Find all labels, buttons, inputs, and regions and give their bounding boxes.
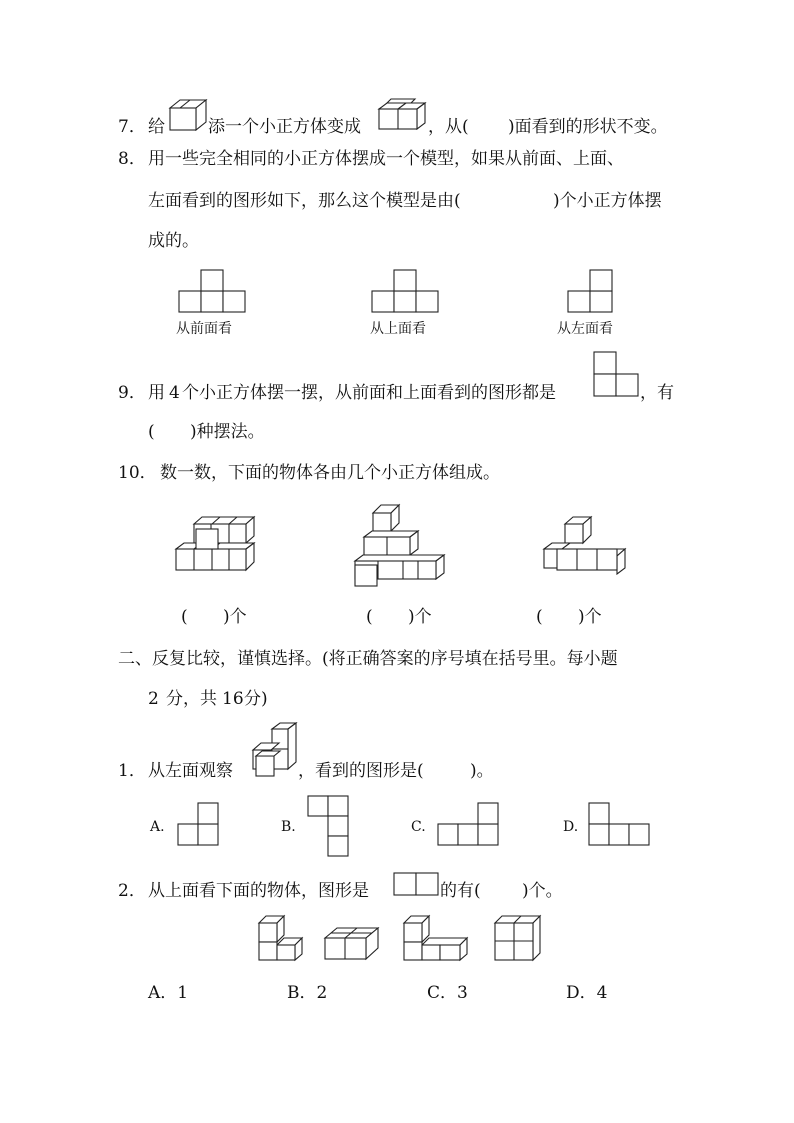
q7-number: 7． xyxy=(118,117,146,137)
q10-number: 10． xyxy=(118,463,157,483)
q8-line3: 成的。 xyxy=(148,231,199,251)
s2q1-text-a: 从左面观察 xyxy=(148,761,233,781)
s2q1-object xyxy=(252,722,298,778)
q10-blank-1-open: ( xyxy=(181,607,188,627)
s2q2-number: 2． xyxy=(118,881,146,901)
q10-text: 数一数，下面的物体各由几个小正方体组成。 xyxy=(160,463,500,483)
q8-left-view xyxy=(567,269,613,313)
q9-shape-figure xyxy=(593,351,639,397)
q8-number: 8． xyxy=(118,149,146,169)
q9-line1b: 个小正方体摆一摆，从前面和上面看到的图形都是 xyxy=(182,383,556,403)
q10-object-3 xyxy=(543,516,627,572)
q7-text-b: 添一个小正方体变成 xyxy=(208,117,361,137)
q10-blank-1-close: )个 xyxy=(223,607,247,627)
s2q1-option-b-label[interactable]: B. xyxy=(281,819,296,835)
q8-line2b: )个小正方体摆 xyxy=(553,191,662,211)
q10-blank-3-close: )个 xyxy=(578,607,602,627)
q10-blank-2-close: )个 xyxy=(408,607,432,627)
s2q2-text-a: 从上面看下面的物体，图形是 xyxy=(148,881,369,901)
section2-line2b: 分，共 xyxy=(166,689,217,709)
s2q2-option-b[interactable]: B．2 xyxy=(287,983,328,1003)
s2q1-text-c: )。 xyxy=(470,761,494,781)
s2q1-number: 1． xyxy=(118,761,146,781)
q7-text-c: ，从( xyxy=(428,117,469,137)
q8-front-view xyxy=(178,269,246,313)
q9-line1c: ，有 xyxy=(640,383,674,403)
s2q1-text-b: ，看到的图形是( xyxy=(298,761,424,781)
s2q2-shape-figure xyxy=(393,872,439,896)
q8-line2a: 左面看到的图形如下，那么这个模型是由( xyxy=(148,191,461,211)
s2q1-option-d-label[interactable]: D. xyxy=(563,819,579,835)
s2q1-option-d-figure[interactable] xyxy=(588,802,650,846)
q10-blank-2-open: ( xyxy=(366,607,373,627)
q10-object-1 xyxy=(175,516,257,572)
s2q2-object-2 xyxy=(324,926,380,962)
q10-blank-3-open: ( xyxy=(536,607,543,627)
q8-caption-front: 从前面看 xyxy=(176,321,232,337)
q9-line1a: 用 xyxy=(148,383,165,403)
section2-line2d: 分) xyxy=(244,689,268,709)
s2q1-option-a-label[interactable]: A. xyxy=(150,819,165,835)
q9-line2b: )种摆法。 xyxy=(190,422,265,442)
q8-line1: 用一些完全相同的小正方体摆成一个模型，如果从前面、上面、 xyxy=(148,149,624,169)
q7-text-a: 给 xyxy=(148,117,165,137)
q7-text-d: )面看到的形状不变。 xyxy=(508,117,668,137)
s2q2-option-d[interactable]: D．4 xyxy=(566,983,608,1003)
s2q1-option-a-figure[interactable] xyxy=(177,802,219,846)
q8-caption-top: 从上面看 xyxy=(370,321,426,337)
q10-object-2 xyxy=(354,503,446,587)
q9-count: 4 xyxy=(169,383,180,403)
q8-top-view xyxy=(371,269,439,313)
s2q2-option-a[interactable]: A．1 xyxy=(148,983,189,1003)
q7-three-cube-figure xyxy=(377,97,427,131)
s2q2-object-1 xyxy=(258,915,304,961)
s2q2-text-b: 的有( xyxy=(440,881,481,901)
q8-caption-left: 从左面看 xyxy=(557,321,613,337)
s2q2-object-3 xyxy=(403,915,469,961)
s2q1-option-b-figure[interactable] xyxy=(307,795,349,857)
section2-line2a: 2 xyxy=(148,689,159,709)
section2-title: 二、反复比较，谨慎选择。(将正确答案的序号填在括号里。每小题 xyxy=(118,649,618,669)
s2q2-option-c[interactable]: C．3 xyxy=(427,983,468,1003)
s2q2-object-4 xyxy=(494,915,542,961)
section2-line2c: 16 xyxy=(222,689,244,709)
q9-number: 9． xyxy=(118,383,146,403)
q7-two-cube-figure xyxy=(168,98,208,132)
s2q2-text-c: )个。 xyxy=(522,881,563,901)
s2q1-option-c-label[interactable]: C. xyxy=(411,819,426,835)
s2q1-option-c-figure[interactable] xyxy=(437,802,499,846)
q9-line2a: ( xyxy=(148,422,155,442)
